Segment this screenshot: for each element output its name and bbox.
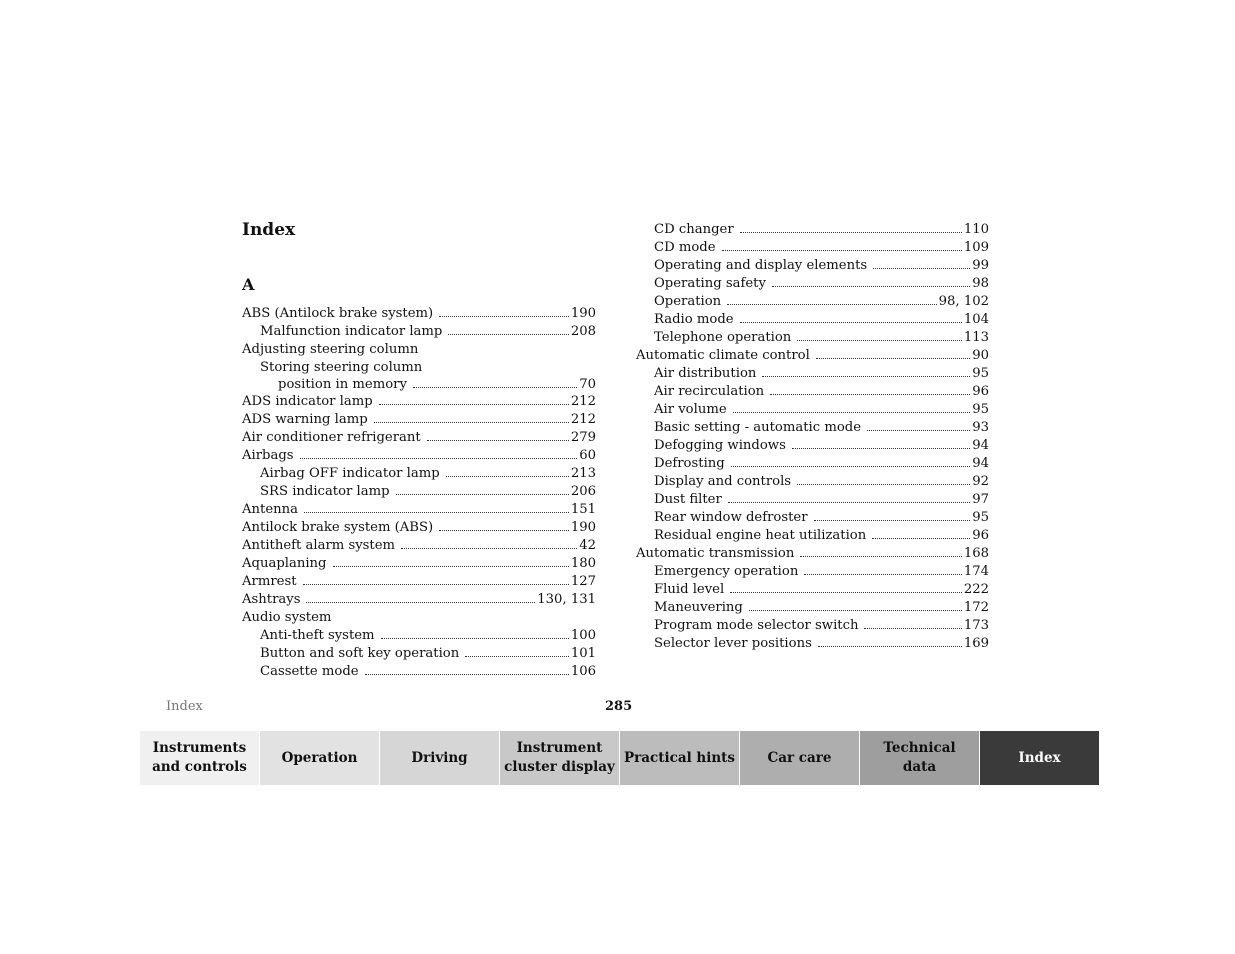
index-page-ref[interactable]: 127 bbox=[570, 574, 596, 589]
index-page-ref[interactable]: 100 bbox=[570, 628, 596, 643]
tab-label: data bbox=[902, 759, 937, 775]
index-entry bbox=[636, 563, 989, 581]
page-title: Index bbox=[242, 220, 296, 240]
index-term: Armrest bbox=[242, 574, 297, 589]
dot-leader bbox=[804, 574, 962, 575]
dot-leader bbox=[797, 340, 962, 341]
index-page-ref[interactable]: 208 bbox=[570, 324, 596, 339]
dot-leader bbox=[800, 556, 961, 557]
dot-leader bbox=[730, 592, 962, 593]
index-term: Emergency operation bbox=[654, 564, 799, 579]
index-term: Dust filter bbox=[654, 492, 722, 507]
index-term: Operating and display elements bbox=[654, 258, 868, 273]
index-page-ref[interactable]: 130, 131 bbox=[537, 592, 596, 607]
dot-leader bbox=[728, 502, 970, 503]
tab-instrument-cluster-display[interactable] bbox=[500, 731, 619, 785]
index-entry bbox=[242, 377, 596, 393]
index-entry bbox=[636, 329, 989, 347]
tab-practical-hints[interactable] bbox=[620, 731, 739, 785]
index-page-ref[interactable]: 113 bbox=[963, 330, 989, 345]
index-entry bbox=[242, 555, 596, 573]
index-entry bbox=[242, 323, 596, 341]
index-entry bbox=[242, 341, 596, 359]
index-page-ref[interactable]: 92 bbox=[972, 474, 989, 489]
index-term: Maneuvering bbox=[654, 600, 743, 615]
index-term: Automatic climate control bbox=[636, 348, 810, 363]
index-entry bbox=[636, 419, 989, 437]
index-term: Antitheft alarm system bbox=[242, 538, 396, 553]
index-page-ref[interactable]: 168 bbox=[963, 546, 989, 561]
index-term: Fluid level bbox=[654, 582, 725, 597]
dot-leader bbox=[374, 422, 569, 423]
index-term: ADS indicator lamp bbox=[242, 394, 373, 409]
index-entry bbox=[636, 311, 989, 329]
index-term: Audio system bbox=[242, 610, 332, 625]
tab-label: Instrument bbox=[516, 740, 603, 756]
index-term: SRS indicator lamp bbox=[260, 484, 390, 499]
section-letter: A bbox=[242, 275, 255, 294]
index-page-ref[interactable]: 151 bbox=[570, 502, 596, 517]
dot-leader bbox=[439, 530, 569, 531]
footer-section-label: Index bbox=[166, 699, 203, 714]
index-page-ref[interactable]: 190 bbox=[570, 306, 596, 321]
index-page-ref[interactable]: 174 bbox=[963, 564, 989, 579]
tab-car-care[interactable] bbox=[740, 731, 859, 785]
index-entry bbox=[636, 491, 989, 509]
index-term: Residual engine heat utilization bbox=[654, 528, 867, 543]
dot-leader bbox=[873, 268, 970, 269]
index-term: Anti-theft system bbox=[260, 628, 375, 643]
index-page-ref[interactable]: 95 bbox=[972, 366, 989, 381]
index-term: Rear window defroster bbox=[654, 510, 808, 525]
index-term: Radio mode bbox=[654, 312, 734, 327]
tab-label: Instruments bbox=[152, 740, 247, 756]
index-term: Display and controls bbox=[654, 474, 792, 489]
index-term: Automatic transmission bbox=[636, 546, 795, 561]
index-term: Ashtrays bbox=[242, 592, 301, 607]
index-term: Airbags bbox=[242, 448, 294, 463]
dot-leader bbox=[772, 286, 970, 287]
dot-leader bbox=[396, 494, 569, 495]
dot-leader bbox=[306, 602, 535, 603]
index-page-ref[interactable]: 222 bbox=[963, 582, 989, 597]
dot-leader bbox=[300, 458, 578, 459]
dot-leader bbox=[818, 646, 962, 647]
index-entry bbox=[242, 359, 596, 377]
index-entry bbox=[636, 581, 989, 599]
index-term: Defrosting bbox=[654, 456, 725, 471]
index-term: Selector lever positions bbox=[654, 636, 812, 651]
index-term: CD changer bbox=[654, 222, 734, 237]
index-page-ref[interactable]: 99 bbox=[972, 258, 989, 273]
index-entry bbox=[636, 437, 989, 455]
index-page-ref[interactable]: 104 bbox=[963, 312, 989, 327]
index-page-ref[interactable]: 96 bbox=[972, 384, 989, 399]
index-entry bbox=[636, 275, 989, 293]
index-entry bbox=[242, 429, 596, 447]
index-entry bbox=[242, 663, 596, 681]
index-term: Antenna bbox=[242, 502, 298, 517]
index-page-ref[interactable]: 213 bbox=[570, 466, 596, 481]
index-term: Air conditioner refrigerant bbox=[242, 430, 421, 445]
index-entry bbox=[242, 465, 596, 483]
tab-label: Technical bbox=[883, 740, 956, 756]
index-term: Adjusting steering column bbox=[242, 342, 419, 357]
dot-leader bbox=[439, 316, 569, 317]
index-page-ref[interactable]: 190 bbox=[570, 520, 596, 535]
dot-leader bbox=[303, 584, 569, 585]
index-page-ref[interactable]: 169 bbox=[963, 636, 989, 651]
index-term: Airbag OFF indicator lamp bbox=[260, 466, 440, 481]
index-page-ref[interactable]: 94 bbox=[972, 438, 989, 453]
index-page-ref[interactable]: 106 bbox=[570, 664, 596, 679]
index-page-ref[interactable]: 97 bbox=[972, 492, 989, 507]
index-entry bbox=[636, 293, 989, 311]
tab-index[interactable] bbox=[980, 731, 1099, 785]
index-entry bbox=[636, 509, 989, 527]
index-term: Air distribution bbox=[654, 366, 757, 381]
index-term: position in memory bbox=[278, 377, 407, 392]
dot-leader bbox=[762, 376, 970, 377]
index-page-ref[interactable]: 90 bbox=[972, 348, 989, 363]
index-page-ref[interactable]: 98, 102 bbox=[938, 294, 989, 309]
dot-leader bbox=[792, 448, 970, 449]
index-entry bbox=[636, 221, 989, 239]
index-entry bbox=[242, 447, 596, 465]
dot-leader bbox=[446, 476, 569, 477]
index-entry bbox=[636, 383, 989, 401]
index-term: Telephone operation bbox=[654, 330, 792, 345]
dot-leader bbox=[727, 304, 936, 305]
dot-leader bbox=[814, 520, 971, 521]
index-term: Button and soft key operation bbox=[260, 646, 460, 661]
index-term: Defogging windows bbox=[654, 438, 786, 453]
tab-label: Car care bbox=[767, 749, 832, 766]
dot-leader bbox=[381, 638, 569, 639]
index-entry bbox=[242, 501, 596, 519]
index-page-ref[interactable]: 206 bbox=[570, 484, 596, 499]
index-term: Program mode selector switch bbox=[654, 618, 859, 633]
dot-leader bbox=[797, 484, 970, 485]
index-page-ref[interactable]: 212 bbox=[570, 394, 596, 409]
dot-leader bbox=[867, 430, 970, 431]
dot-leader bbox=[465, 656, 569, 657]
dot-leader bbox=[872, 538, 970, 539]
index-entry bbox=[242, 627, 596, 645]
dot-leader bbox=[413, 387, 577, 388]
index-page-ref[interactable]: 180 bbox=[570, 556, 596, 571]
dot-leader bbox=[427, 440, 569, 441]
tab-driving[interactable] bbox=[380, 731, 499, 785]
index-page-ref[interactable]: 109 bbox=[963, 240, 989, 255]
dot-leader bbox=[740, 322, 962, 323]
dot-leader bbox=[770, 394, 970, 395]
dot-leader bbox=[722, 250, 962, 251]
tab-operation[interactable] bbox=[260, 731, 379, 785]
index-entry bbox=[636, 527, 989, 545]
index-page-ref[interactable]: 98 bbox=[972, 276, 989, 291]
index-term: ABS (Antilock brake system) bbox=[242, 306, 434, 321]
index-entry bbox=[636, 401, 989, 419]
tab-label: Driving bbox=[411, 749, 468, 766]
tab-instruments-and-controls[interactable] bbox=[140, 731, 259, 785]
tab-label: Practical hints bbox=[624, 749, 735, 766]
index-page-ref[interactable]: 110 bbox=[963, 222, 989, 237]
index-entry bbox=[636, 599, 989, 617]
section-tabs bbox=[140, 731, 1099, 785]
index-page-ref[interactable]: 60 bbox=[579, 448, 596, 463]
dot-leader bbox=[401, 548, 577, 549]
index-entry bbox=[636, 545, 989, 563]
index-entry bbox=[242, 411, 596, 429]
index-entry bbox=[636, 257, 989, 275]
index-page-ref[interactable]: 95 bbox=[972, 402, 989, 417]
index-entry bbox=[636, 347, 989, 365]
dot-leader bbox=[864, 628, 961, 629]
tab-label: and controls bbox=[152, 759, 247, 775]
index-page-ref[interactable]: 173 bbox=[963, 618, 989, 633]
index-page-ref[interactable]: 95 bbox=[972, 510, 989, 525]
index-page-ref[interactable]: 93 bbox=[972, 420, 989, 435]
index-entry bbox=[636, 455, 989, 473]
index-page-ref[interactable]: 96 bbox=[972, 528, 989, 543]
dot-leader bbox=[379, 404, 569, 405]
index-term: Malfunction indicator lamp bbox=[260, 324, 443, 339]
index-entry bbox=[242, 645, 596, 663]
dot-leader bbox=[740, 232, 962, 233]
index-entry bbox=[242, 609, 596, 627]
index-term: Antilock brake system (ABS) bbox=[242, 520, 434, 535]
index-term: Storing steering column bbox=[260, 360, 423, 375]
index-entry bbox=[636, 617, 989, 635]
dot-leader bbox=[731, 466, 970, 467]
index-page-ref[interactable]: 94 bbox=[972, 456, 989, 471]
index-term: ADS warning lamp bbox=[242, 412, 368, 427]
index-term: Air volume bbox=[654, 402, 727, 417]
tab-label: Operation bbox=[281, 749, 358, 766]
index-term: Operating safety bbox=[654, 276, 766, 291]
index-entry bbox=[242, 573, 596, 591]
index-column-right bbox=[636, 221, 989, 653]
index-entry bbox=[636, 635, 989, 653]
index-entry bbox=[242, 305, 596, 323]
tab-label: cluster display bbox=[504, 759, 615, 775]
tab-technical-data[interactable] bbox=[860, 731, 979, 785]
index-term: Basic setting - automatic mode bbox=[654, 420, 862, 435]
index-term: Aquaplaning bbox=[242, 556, 327, 571]
dot-leader bbox=[448, 334, 568, 335]
index-term: Operation bbox=[654, 294, 722, 309]
tab-label: Index bbox=[1018, 749, 1061, 766]
dot-leader bbox=[749, 610, 962, 611]
index-entry bbox=[636, 239, 989, 257]
index-entry bbox=[242, 519, 596, 537]
index-page-ref[interactable]: 70 bbox=[579, 377, 596, 392]
dot-leader bbox=[733, 412, 971, 413]
index-entry bbox=[242, 537, 596, 555]
dot-leader bbox=[304, 512, 569, 513]
index-term: CD mode bbox=[654, 240, 716, 255]
index-page-ref[interactable]: 101 bbox=[570, 646, 596, 661]
dot-leader bbox=[816, 358, 970, 359]
index-entry bbox=[242, 591, 596, 609]
index-page-ref[interactable]: 279 bbox=[570, 430, 596, 445]
dot-leader bbox=[365, 674, 569, 675]
index-page-ref[interactable]: 212 bbox=[570, 412, 596, 427]
page-number: 285 bbox=[605, 699, 633, 714]
dot-leader bbox=[333, 566, 569, 567]
index-term: Cassette mode bbox=[260, 664, 359, 679]
index-entry bbox=[242, 393, 596, 411]
index-entry bbox=[242, 483, 596, 501]
index-column-left bbox=[242, 305, 596, 681]
index-entry bbox=[636, 365, 989, 383]
index-page-ref[interactable]: 172 bbox=[963, 600, 989, 615]
index-term: Air recirculation bbox=[654, 384, 765, 399]
index-page-ref[interactable]: 42 bbox=[579, 538, 596, 553]
index-entry bbox=[636, 473, 989, 491]
